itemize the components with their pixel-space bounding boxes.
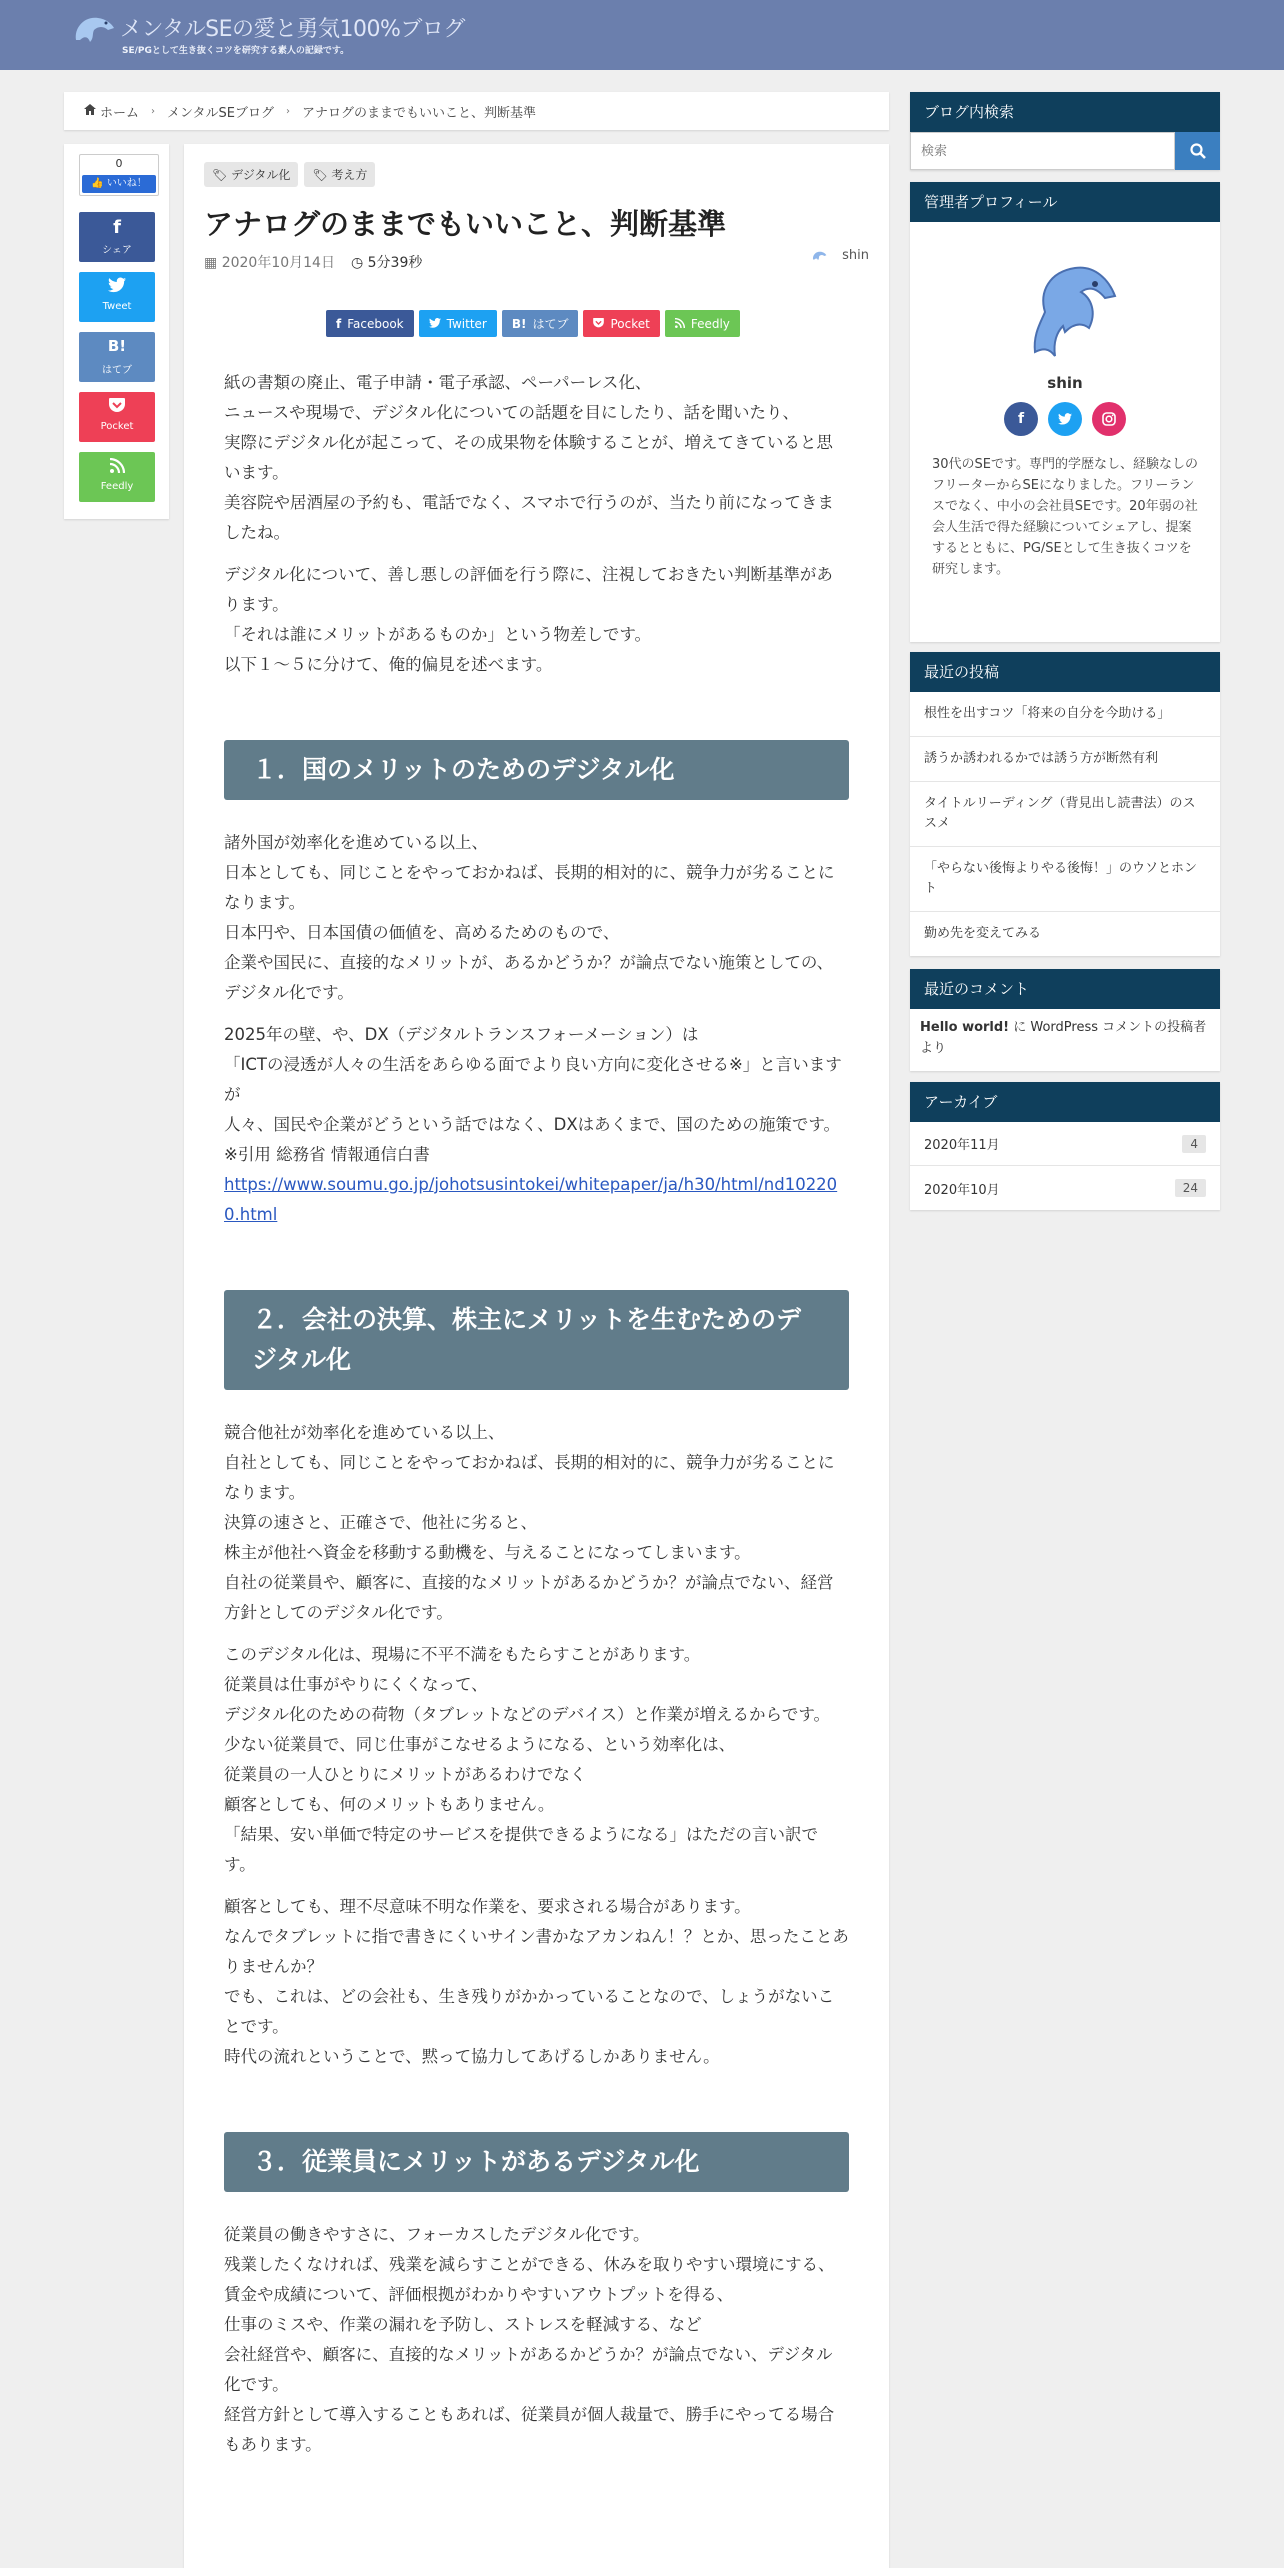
text-line: 顧客としても、理不尽意味不明な作業を、要求される場合があります。 [224,1897,751,1916]
facebook-icon: f [113,217,121,238]
feedly-share-button[interactable]: Feedly [79,452,155,502]
hatena-share-button[interactable]: B! はてブ [79,332,155,382]
text-line: 紙の書類の廃止、電子申請・電子承認、ペーパーレス化、 [224,373,652,392]
text-line: 自社としても、同じことをやっておかねば、長期的相対的に、競争力が劣ることになります。 [224,1453,835,1502]
twitter-icon[interactable] [1048,402,1082,436]
like-count: 0 [115,157,123,170]
profile-widget [910,182,1220,642]
text-line: 従業員の一人ひとりにメリットがあるわけでなく [224,1765,587,1784]
twitter-icon [79,277,155,299]
rss-icon [79,457,155,479]
calendar-icon: ▦ [204,255,218,271]
search-button[interactable] [1175,132,1220,170]
search-widget [910,92,1220,170]
archive-widget [910,1082,1220,1210]
recent-post-link[interactable]: タイトルリーディング（背見出し読書法）のススメ [910,782,1220,847]
profile-avatar [910,252,1220,366]
text-line: 残業したくなければ、残業を減らすことができる、休みを取りやすい環境にする、 [224,2255,835,2274]
paragraph [224,1640,849,1880]
text-line: 美容院や居酒屋の予約も、電話でなく、スマホで行うのが、当たり前になってきましたね。 [224,493,834,542]
paragraph [224,1020,849,1230]
paragraph [224,368,849,548]
recent-post-link[interactable]: 根性を出すコツ「将来の自分を今助ける」 [910,692,1220,737]
side-share-panel [64,144,169,519]
site-title[interactable]: メンタルSEの愛と勇気100%ブログ [120,17,465,42]
site-header [0,0,1284,70]
search-input[interactable] [910,132,1175,170]
recent-post-link[interactable]: 誘うか誘われるかでは誘う方が断然有利 [910,737,1220,782]
twitter-icon [429,317,441,331]
profile-social [910,402,1220,436]
thumbs-up-icon: 👍 [91,178,104,189]
widget-title: 最近の投稿 [910,652,1220,692]
like-label: いいね！ [106,178,147,189]
section-heading: ３．従業員にメリットがあるデジタル化 [224,2132,849,2192]
rss-icon [675,317,685,331]
instagram-icon[interactable] [1092,402,1126,436]
section-heading: １．国のメリットのためのデジタル化 [224,740,849,800]
facebook-share-button[interactable]: f シェア [79,212,155,262]
text-line: 企業や国民に、直接的なメリットが、あるかどうか？が論点でない施策としての、デジタル化です。 [224,953,834,1002]
text-line: なんでタブレットに指で書きにくいサイン書かなアカンねん！？とか、思ったことありませんか？ [224,1927,849,1976]
tag-list [204,162,375,187]
text-line: 日本としても、同じことをやっておかねば、長期的相対的に、競争力が劣ることになります。 [224,863,835,912]
breadcrumb-home[interactable]: ホーム [100,105,140,121]
paragraph [224,828,849,1008]
reference-link[interactable]: https://www.soumu.go.jp/johotsusintokei/whitepaper/ja/h30/html/nd102200.html [224,1175,838,1224]
tag[interactable]: 🏷 デジタル化 [204,162,298,187]
dolphin-icon [70,10,116,50]
widget-title: 最近のコメント [910,969,1220,1009]
recent-post-link[interactable]: 「やらない後悔よりやる後悔！」のウソとホント [910,847,1220,912]
paragraph [224,1418,849,1628]
site-logo[interactable] [70,10,465,56]
text-line: 従業員は仕事がやりにくくなって、 [224,1675,488,1694]
comment-post-link[interactable]: Hello world! [920,1020,1010,1035]
breadcrumb-category[interactable]: メンタルSEブログ [167,105,274,121]
pocket-icon [593,317,604,331]
text-line: 人々、国民や企業がどうという話ではなく、DXはあくまで、国のための施策です。 [224,1115,841,1134]
text-line: 経営方針として導入することもあれば、従業員が個人裁量で、勝手にやってる場合もあります。 [224,2405,835,2454]
text-line: 「それは誰にメリットがあるものか」という物差しです。 [224,625,652,644]
text-line: 時代の流れということで、黙って協力してあげるしかありません。 [224,2047,720,2066]
hatena-icon: B! [107,337,127,355]
like-button[interactable] [82,175,156,193]
widget-title: 管理者プロフィール [910,182,1220,222]
comment-author[interactable]: WordPress コメントの投稿者 [1030,1020,1207,1035]
text-line: デジタル化について、善し悪しの評価を行う際に、注視しておきたい判断基準があります。 [224,565,833,614]
hatena-button[interactable]: B! はてブ [502,310,579,337]
article [184,144,889,2568]
text-line: 自社の従業員や、顧客に、直接的なメリットがあるかどうか？が論点でない、経営方針としてのデジタル化です。 [224,1573,834,1622]
twitter-share-button[interactable]: Tweet [79,272,155,322]
text-line: 「ICTの浸透が人々の生活をあらゆる面でより良い方向に変化させる※」と言いますが [224,1055,842,1104]
article-title: アナログのままでもいいこと、判断基準 [204,207,727,241]
text-line: 日本円や、日本国債の価値を、高めるためのもので、 [224,923,620,942]
paragraph [224,1892,849,2072]
recent-comments-widget [910,969,1220,1071]
post-date: ▦ 2020年10月14日 [204,255,335,271]
pocket-button[interactable]: Pocket [583,310,659,337]
facebook-icon[interactable]: f [1004,402,1038,436]
text-line: 株主が他社へ資金を移動する動機を、与えることになってしまいます。 [224,1543,751,1562]
share-bar [326,310,740,337]
facebook-button[interactable]: f Facebook [326,310,414,337]
text-line: デジタル化のための荷物（タブレットなどのデバイス）と作業が増えるからです。 [224,1705,831,1724]
text-line: 顧客としても、何のメリットもありません。 [224,1795,555,1814]
text-line: 実際にデジタル化が起こって、その成果物を体験することが、増えてきていると思います。 [224,433,833,482]
profile-bio: 30代のSEです。専門的学歴なし、経験なしのフリーターからSEになりました。フリーランスでなく、中小の会社員SEです。20年弱の社会人生活で得た経験についてシェアし、提案するとともに、PG/SEとして生き抜くコツを研究します。 [932,457,1198,577]
paragraph [224,2220,849,2460]
recent-comment: Hello world! に WordPress コメントの投稿者 より [920,1020,1207,1056]
text-line: ニュースや現場で、デジタル化についての話題を目にしたり、話を聞いたり、 [224,403,800,422]
text-line: 2025年の壁、や、DX（デジタルトランスフォーメーション）は [224,1025,699,1044]
pocket-icon [79,397,155,419]
tag-icon: 🏷 [312,168,328,182]
reading-time: ◷ 5分39秒 [350,255,423,271]
chevron-right-icon: › [285,105,290,117]
feedly-button[interactable]: Feedly [665,310,740,337]
text-line: 決算の速さと、正確さで、他社に劣ると、 [224,1513,538,1532]
twitter-button[interactable]: Twitter [419,310,497,337]
facebook-icon: f [336,316,342,331]
author-avatar [808,249,830,263]
article-meta [204,252,422,272]
breadcrumb [64,92,889,130]
text-line: 競合他社が効率化を進めている以上、 [224,1423,505,1442]
home-icon [84,104,96,119]
text-line: でも、これは、どの会社も、生き残りがかかっていることなので、しょうがないことです。 [224,1987,835,2036]
widget-title: アーカイブ [910,1082,1220,1122]
text-line: 会社経営や、顧客に、直接的なメリットがあるかどうか？が論点でない、デジタル化です。 [224,2345,833,2394]
text-line: 諸外国が効率化を進めている以上、 [224,833,488,852]
text-line: 以下１～５に分けて、俺的偏見を述べます。 [224,655,553,674]
text-line: 「結果、安い単価で特定のサービスを提供できるようになる」はただの言い訳です。 [224,1825,818,1874]
widget-title: ブログ内検索 [910,92,1220,132]
text-line: 少ない従業員で、同じ仕事がこなせるようになる、という効率化は、 [224,1735,736,1754]
chevron-right-icon: › [151,105,156,117]
author-name: shin [842,248,869,263]
tag[interactable]: 🏷 考え方 [304,162,375,187]
recent-posts-widget [910,652,1220,956]
recent-post-link[interactable]: 勤め先を変えてみる [924,926,1042,941]
search-form [910,132,1220,170]
text-line: 賃金や成績について、評価根拠がわかりやすいアウトプットを得る、 [224,2285,734,2304]
archive-item[interactable]: 2020年10月 24 [910,1166,1220,1210]
profile-name: shin [1047,374,1083,392]
text-line: ※引用 総務省 情報通信白書 [224,1145,430,1164]
text-line: 仕事のミスや、作業の漏れを予防し、ストレスを軽減する、など [224,2315,702,2334]
archive-count: 24 [1175,1179,1206,1197]
pocket-share-button[interactable]: Pocket [79,392,155,442]
author[interactable] [808,248,869,263]
site-subtitle: SE/PGとして生き抜くコツを研究する素人の記録です。 [122,46,350,56]
like-box[interactable] [79,154,159,196]
article-body [224,368,849,2472]
tag-icon: 🏷 [212,168,228,182]
search-icon [1190,143,1206,159]
archive-item[interactable]: 2020年11月 4 [910,1122,1220,1166]
clock-icon: ◷ [350,255,364,271]
breadcrumb-current: アナログのままでもいいこと、判断基準 [301,105,536,121]
section-heading: ２．会社の決算、株主にメリットを生むためのデジタル化 [224,1290,849,1390]
dolphin-icon [1005,252,1125,362]
paragraph [224,560,849,680]
archive-count: 4 [1182,1135,1206,1153]
text-line: 従業員の働きやすさに、フォーカスしたデジタル化です。 [224,2225,650,2244]
hatena-icon: B! [511,316,527,331]
text-line: このデジタル化は、現場に不平不満をもたらすことがあります。 [224,1645,701,1664]
